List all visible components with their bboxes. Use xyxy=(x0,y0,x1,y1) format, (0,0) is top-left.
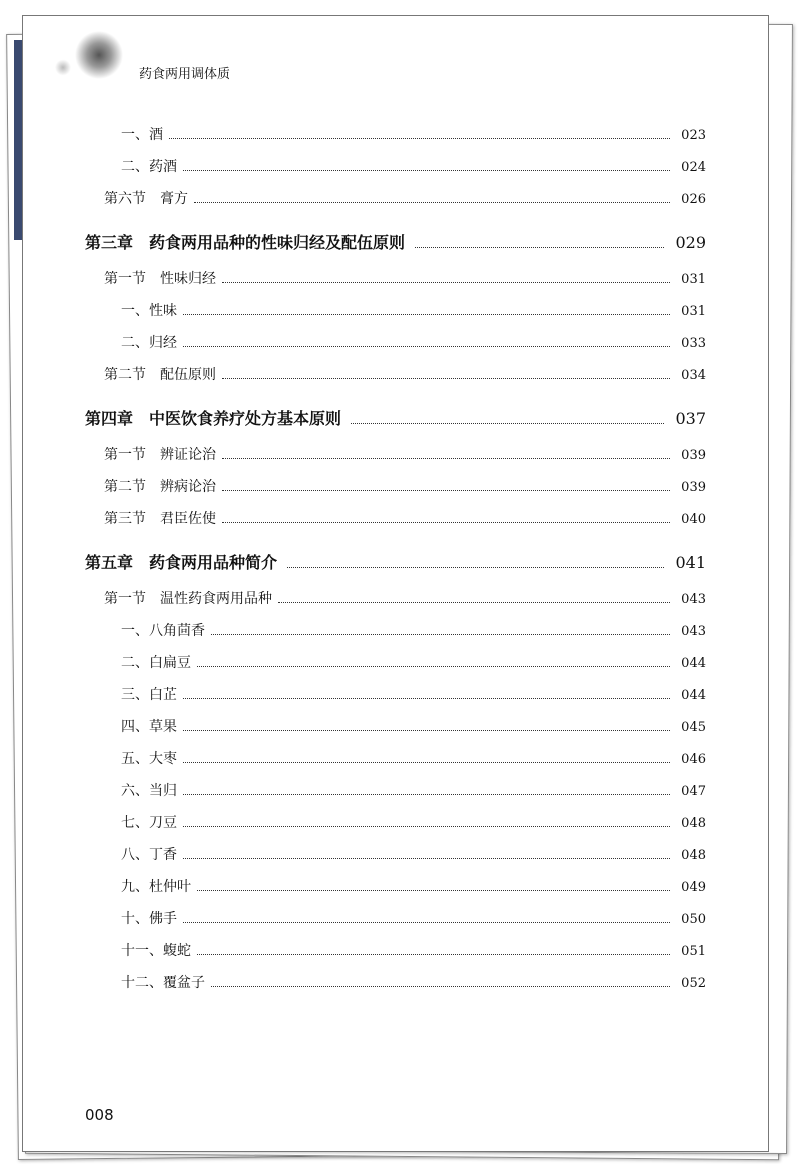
toc-title: 五、大枣 xyxy=(121,751,177,767)
toc-chapter[interactable] xyxy=(85,230,706,264)
toc-item[interactable] xyxy=(85,620,706,652)
toc-title: 第三章 药食两用品种的性味归经及配伍原则 xyxy=(85,233,406,252)
toc-chapter[interactable] xyxy=(85,550,706,584)
toc-item[interactable] xyxy=(85,748,706,780)
running-title: 药食两用调体质 xyxy=(139,67,231,82)
toc-title: 一、酒 xyxy=(121,127,163,143)
toc-title: 第五章 药食两用品种简介 xyxy=(85,553,278,572)
dot-leader xyxy=(287,567,664,568)
toc-page-number: 051 xyxy=(681,944,706,959)
toc-section[interactable] xyxy=(85,364,706,396)
dot-leader xyxy=(211,986,670,987)
toc-page-number: 047 xyxy=(681,784,706,799)
dot-leader xyxy=(222,522,670,523)
toc-section[interactable] xyxy=(85,588,706,620)
toc-title: 一、性味 xyxy=(121,303,177,319)
toc-page-number: 050 xyxy=(681,912,706,927)
dot-leader xyxy=(222,378,670,379)
toc-item[interactable] xyxy=(85,812,706,844)
dot-leader xyxy=(197,666,670,667)
toc-page-number: 046 xyxy=(681,752,706,767)
toc-page-number: 052 xyxy=(681,976,706,991)
toc-title: 第一节 温性药食两用品种 xyxy=(104,591,272,607)
dot-leader xyxy=(211,634,670,635)
toc-page-number: 031 xyxy=(681,272,706,287)
dot-leader xyxy=(278,602,670,603)
toc-page-number: 048 xyxy=(681,816,706,831)
toc-title: 十二、覆盆子 xyxy=(121,975,205,991)
toc-title: 第二节 配伍原则 xyxy=(104,367,216,383)
toc-item[interactable] xyxy=(85,780,706,812)
book-page xyxy=(22,15,769,1152)
toc-page-number: 026 xyxy=(681,192,706,207)
toc-page-number: 031 xyxy=(681,304,706,319)
header-logo-image xyxy=(51,30,131,80)
toc-section[interactable] xyxy=(85,188,706,220)
dot-leader xyxy=(169,138,670,139)
toc-item[interactable] xyxy=(85,972,706,1004)
toc-title: 第四章 中医饮食养疗处方基本原则 xyxy=(85,409,342,428)
toc-title: 第六节 膏方 xyxy=(104,191,188,207)
toc-title: 二、白扁豆 xyxy=(121,655,191,671)
toc-title: 七、刀豆 xyxy=(121,815,177,831)
toc-title: 十、佛手 xyxy=(121,911,177,927)
dot-leader xyxy=(183,314,670,315)
toc-title: 三、白芷 xyxy=(121,687,177,703)
dot-leader xyxy=(197,890,670,891)
dot-leader xyxy=(183,922,670,923)
toc-item[interactable] xyxy=(85,844,706,876)
toc-title: 九、杜仲叶 xyxy=(121,879,191,895)
toc-page-number: 033 xyxy=(681,336,706,351)
toc-section[interactable] xyxy=(85,444,706,476)
toc-title: 八、丁香 xyxy=(121,847,177,863)
cover-edge xyxy=(14,40,22,240)
toc-page-number: 041 xyxy=(675,553,706,572)
toc-page-number: 043 xyxy=(681,624,706,639)
dot-leader xyxy=(222,458,670,459)
toc-page-number: 043 xyxy=(681,592,706,607)
dot-leader xyxy=(415,247,664,248)
dot-leader xyxy=(222,490,670,491)
toc-page-number: 049 xyxy=(681,880,706,895)
toc-page-number: 045 xyxy=(681,720,706,735)
toc-section[interactable] xyxy=(85,476,706,508)
dot-leader xyxy=(183,794,670,795)
toc-title: 一、八角茴香 xyxy=(121,623,205,639)
dot-leader xyxy=(183,346,670,347)
page-number: 008 xyxy=(85,1106,114,1124)
toc-page-number: 023 xyxy=(681,128,706,143)
toc-page-number: 029 xyxy=(675,233,706,252)
dot-leader xyxy=(183,170,670,171)
toc-page-number: 044 xyxy=(681,656,706,671)
toc-title: 二、归经 xyxy=(121,335,177,351)
toc-item[interactable] xyxy=(85,908,706,940)
toc-page-number: 024 xyxy=(681,160,706,175)
toc-page-number: 039 xyxy=(681,448,706,463)
toc-title: 第一节 辨证论治 xyxy=(104,447,216,463)
toc-item[interactable] xyxy=(85,300,706,332)
toc-section[interactable] xyxy=(85,268,706,300)
toc-page-number: 039 xyxy=(681,480,706,495)
toc-page-number: 037 xyxy=(675,409,706,428)
toc-chapter[interactable] xyxy=(85,406,706,440)
toc-page-number: 034 xyxy=(681,368,706,383)
dot-leader xyxy=(183,698,670,699)
toc-item[interactable] xyxy=(85,156,706,188)
dot-leader xyxy=(183,826,670,827)
toc-item[interactable] xyxy=(85,124,706,156)
toc-title: 二、药酒 xyxy=(121,159,177,175)
toc-item[interactable] xyxy=(85,716,706,748)
dot-leader xyxy=(194,202,670,203)
dot-leader xyxy=(222,282,670,283)
toc-title: 十一、蝮蛇 xyxy=(121,943,191,959)
toc-page-number: 048 xyxy=(681,848,706,863)
toc-title: 第一节 性味归经 xyxy=(104,271,216,287)
toc-section[interactable] xyxy=(85,508,706,540)
toc-item[interactable] xyxy=(85,876,706,908)
dot-leader xyxy=(183,858,670,859)
toc-item[interactable] xyxy=(85,940,706,972)
dot-leader xyxy=(183,730,670,731)
toc-title: 六、当归 xyxy=(121,783,177,799)
toc-item[interactable] xyxy=(85,684,706,716)
dot-leader xyxy=(351,423,664,424)
toc-page-number: 040 xyxy=(681,512,706,527)
toc-item[interactable] xyxy=(85,652,706,684)
toc-item[interactable] xyxy=(85,332,706,364)
toc-title: 第三节 君臣佐使 xyxy=(104,511,216,527)
toc-page-number: 044 xyxy=(681,688,706,703)
toc-title: 四、草果 xyxy=(121,719,177,735)
table-of-contents xyxy=(85,124,706,1004)
toc-title: 第二节 辨病论治 xyxy=(104,479,216,495)
dot-leader xyxy=(197,954,670,955)
dot-leader xyxy=(183,762,670,763)
